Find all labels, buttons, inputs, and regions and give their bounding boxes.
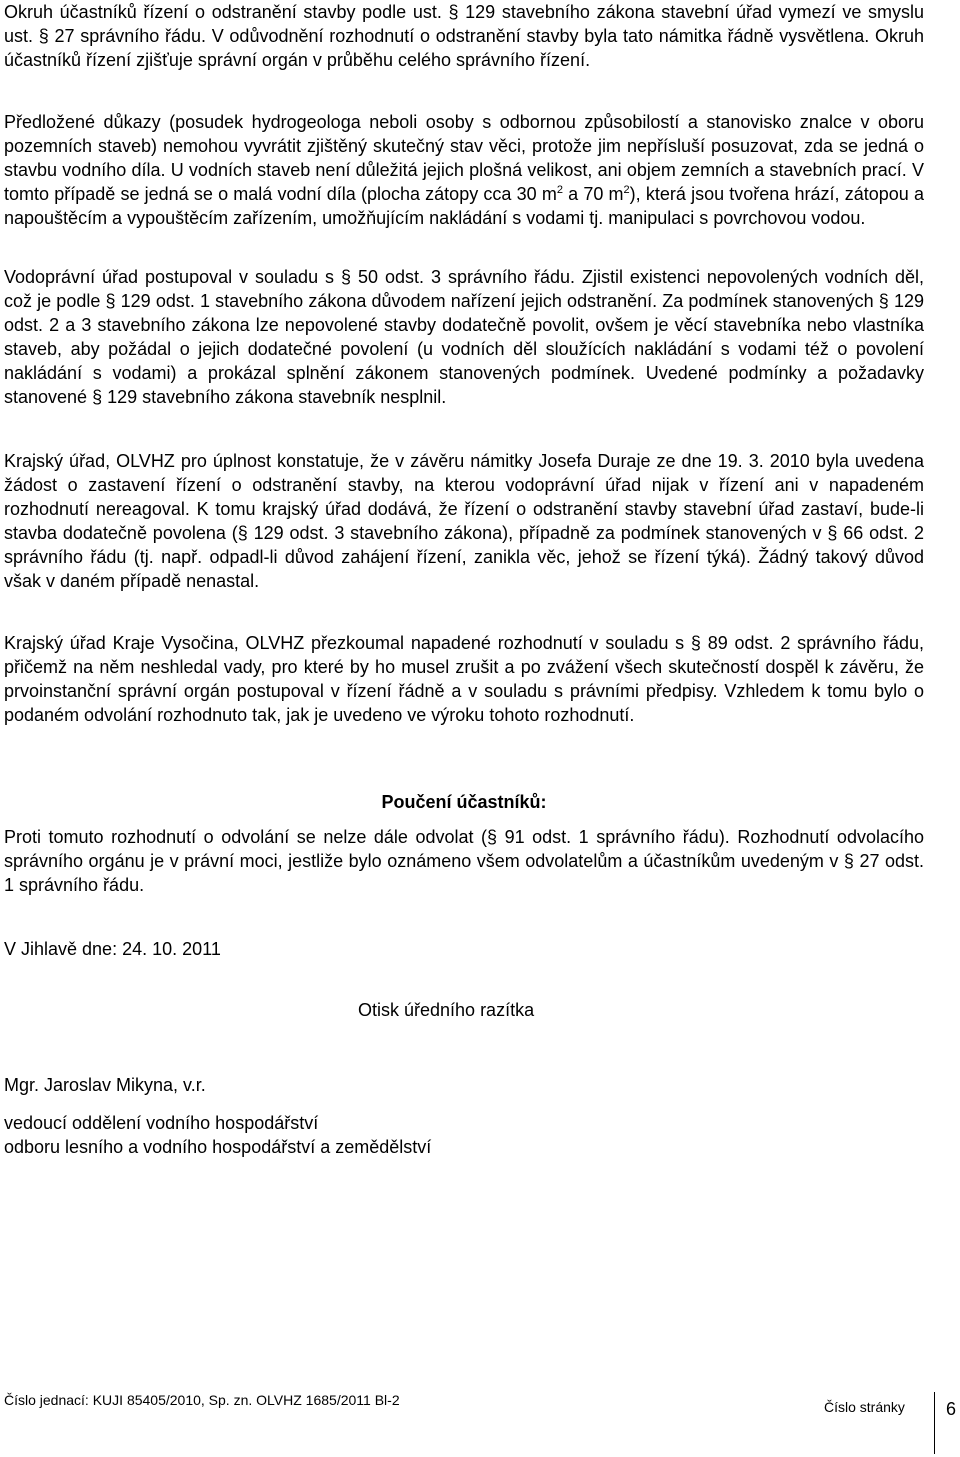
footer-page-number: 6 bbox=[946, 1399, 957, 1419]
paragraph-instruction: Proti tomuto rozhodnutí o odvolání se nelze dále odvolat (§ 91 odst. 1 správního řádu). Rozhodnutí odvolacího správního orgánu je v právní moci, jestliže bylo oznámeno všem odvolatelům a účastníkům uvedeným v § 27 odst. 1 správního řádu. bbox=[4, 827, 924, 895]
paragraph-water-authority: Vodoprávní úřad postupoval v souladu s § 50 odst. 3 správního řádu. Zjistil existenci nepovolených vodních děl, což je podle § 129 odst. 1 stavebního zákona důvodem nařízení jejich odstranění. Za podmínek stanovených § 129 odst. 2 a 3 stavebního zákona lze nepovolené stavby dodatečně povolit, ovšem je věcí stavebníka nebo vlastníka staveb, aby požádal o jejich dodatečné povolení (u vodních děl sloužících nakládání s vodami též o povolení nakládání s vodami) a prokázal splnění zákonem stanovených podmínek. Uvedené podmínky a požadavky stanovené § 129 stavebního zákona stavebník nesplnil. bbox=[4, 267, 924, 407]
paragraph-evidence-part-b: a 70 m bbox=[562, 184, 624, 204]
footer-reference: Číslo jednací: KUJI 85405/2010, Sp. zn. OLVHZ 1685/2011 Bl-2 bbox=[4, 1392, 400, 1408]
paragraph-participants: Okruh účastníků řízení o odstranění stavby podle ust. § 129 stavebního zákona stavební úřad vymezí ve smyslu ust. § 27 správního řádu. V odůvodnění rozhodnutí o odstranění stavby byla tato námitka řádně vysvětlena. Okruh účastníků řízení zjišťuje správní orgán v průběhu celého správního řízení. bbox=[4, 2, 924, 70]
signatory-role-division: odboru lesního a vodního hospodářství a zemědělství bbox=[4, 1137, 432, 1157]
signature-block bbox=[4, 1073, 431, 1159]
paragraph-regional-office-note: Krajský úřad, OLVHZ pro úplnost konstatuje, že v závěru námitky Josefa Duraje ze dne 19. 3. 2010 byla uvedena žádost o zastavení řízení o odstranění stavby, na kterou vodoprávní úřad nijak v řízení ani v napadeném rozhodnutí nereagoval. K tomu krajský úřad dodává, že řízení o odstranění stavby stavební úřad zastaví, bude-li stavba dodatečně povolena (§ 129 odst. 3 stavebního zákona), případně za podmínek stanovených v § 66 odst. 2 správního řádu (tj. např. odpadl-li důvod zahájení řízení, zanikla věc, jehož se řízení týká). Žádný takový důvod však v daném případě nenastal. bbox=[4, 451, 924, 591]
superscript-squared: 2 bbox=[556, 184, 563, 196]
footer-page-label: Číslo stránky bbox=[824, 1399, 905, 1415]
paragraph-review-conclusion: Krajský úřad Kraje Vysočina, OLVHZ přezkoumal napadené rozhodnutí v souladu s § 89 odst. 2 správního řádu, přičemž na něm neshledal vady, pro které by ho musel zrušit a po zvážení všech skutečností dospěl k závěru, že prvoinstanční správní orgán postupoval v řízení řádně a v souladu s právními předpisy. Vzhledem k tomu bylo o podaném odvolání rozhodnuto tak, jak je uvedeno ve výroku tohoto rozhodnutí. bbox=[4, 633, 924, 725]
footer-divider bbox=[934, 1392, 935, 1454]
paragraph-evidence-part-a: Předložené důkazy (posudek hydrogeologa neboli osoby s odbornou způsobilostí a stanovisko znalce v oboru pozemních staveb) nemohou vyvrátit zjištěný skutečný stav věci, protože jim nepřísluší posuzovat, zda se jedná o stavbu vodního díla. U vodních staveb není důležitá jejich plošná velikost, ani objem zemních a stavebních prací. V tomto případě se jedná se o malá vodní díla (plocha zátopy cca 30 m bbox=[4, 112, 924, 204]
superscript-squared: 2 bbox=[623, 184, 630, 196]
paragraph-evidence-part-c: ), která jsou tvořena hrází, zátopou a napouštěcím a vypouštěcím zařízením, umožňujícím nakládání s vodami tj. manipulaci s povrchovou vodou. bbox=[4, 184, 924, 228]
signatory-name: Mgr. Jaroslav Mikyna, v.r. bbox=[4, 1075, 206, 1095]
instruction-heading: Poučení účastníků: bbox=[381, 792, 547, 812]
date-line: V Jihlavě dne: 24. 10. 2011 bbox=[4, 939, 221, 959]
signature-spacer bbox=[4, 1097, 431, 1111]
signatory-role-department: vedoucí oddělení vodního hospodářství bbox=[4, 1113, 319, 1133]
paragraph-evidence bbox=[4, 110, 924, 230]
stamp-placeholder: Otisk úředního razítka bbox=[358, 1000, 535, 1020]
